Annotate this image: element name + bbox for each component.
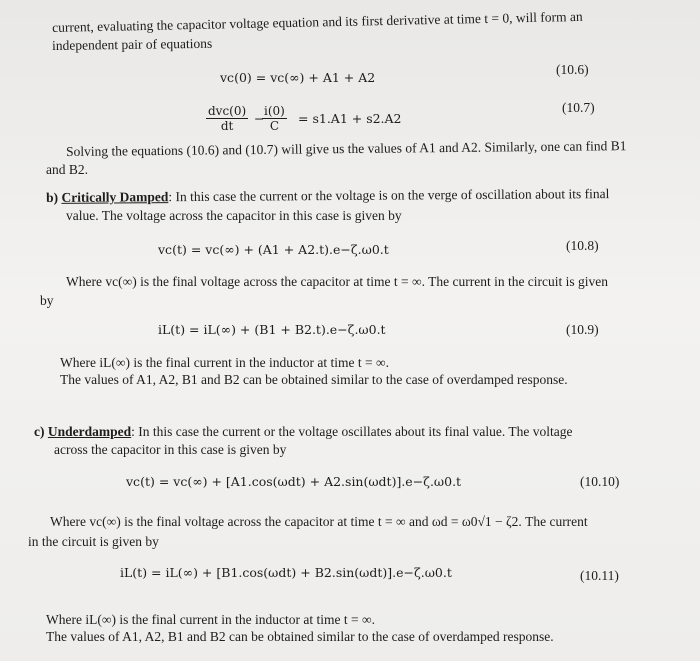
equation-10-11: iL(t) = iL(∞) + [B1.cos(ωdt) + B2.sin(ωdt)].e−ζ.ω0.t bbox=[120, 565, 452, 580]
section-b-by: by bbox=[40, 293, 54, 308]
minus-sign: − bbox=[254, 111, 265, 126]
equation-number-10-10: (10.10) bbox=[580, 474, 620, 489]
section-b-where-1: Where vc(∞) is the final voltage across the capacitor at time t = ∞. The current in the circuit is given bbox=[66, 274, 609, 289]
fraction-i0-c: $\frac{i(0)}{C}$ bbox=[264, 104, 285, 133]
equation-number-10-8: (10.8) bbox=[566, 238, 599, 253]
equation-number-10-9: (10.9) bbox=[566, 322, 599, 337]
section-c-title: Underdamped bbox=[47, 424, 132, 439]
solve-line-1: Solving the equations (10.6) and (10.7) will give us the values of A1 and A2. Similarly, one can find B1 bbox=[66, 138, 627, 159]
section-b-label: b) bbox=[46, 189, 59, 205]
section-c-where-1: Where vc(∞) is the final voltage across the capacitor at time t = ∞ and ωd = ω0√1 − ζ2. The current bbox=[50, 514, 588, 529]
section-c-label: c) bbox=[34, 424, 45, 439]
section-b-title: Critically Damped bbox=[61, 189, 169, 205]
equation-10-8: vc(t) = vc(∞) + (A1 + A2.t).e−ζ.ω0.t bbox=[158, 242, 389, 257]
equation-number-10-7: (10.7) bbox=[562, 100, 595, 115]
section-b-where-2: Where iL(∞) is the final current in the inductor at time t = ∞. bbox=[60, 355, 390, 370]
fraction-dvc-dt: dvc(0) dt bbox=[208, 104, 247, 133]
section-c-heading-line: c) Underdamped: In this case the current or the voltage oscillates about its final value. The voltage bbox=[34, 424, 573, 439]
equation-number-10-11: (10.11) bbox=[580, 568, 619, 583]
section-c-values: The values of A1, A2, B1 and B2 can be obtained similar to the case of overdamped response. bbox=[46, 629, 554, 644]
intro-line-2: independent pair of equations bbox=[52, 35, 213, 53]
section-b-heading-line: b) Critically Damped: In this case the current or the voltage is on the verge of oscillation about its final bbox=[46, 186, 610, 205]
equation-10-7-rhs: = s1.A1 + s2.A2 bbox=[298, 111, 402, 126]
section-c-line-2: across the capacitor in this case is given by bbox=[54, 442, 287, 457]
section-b-values: The values of A1, A2, B1 and B2 can be obtained similar to the case of overdamped response. bbox=[60, 372, 568, 387]
intro-line-1: current, evaluating the capacitor voltage equation and its first derivative at time t = 0, will form an bbox=[52, 8, 583, 35]
section-c-where-2: Where iL(∞) is the final current in the inductor at time t = ∞. bbox=[46, 612, 376, 627]
equation-10-10: vc(t) = vc(∞) + [A1.cos(ωdt) + A2.sin(ωdt)].e−ζ.ω0.t bbox=[126, 474, 462, 489]
equation-number-10-6: (10.6) bbox=[556, 62, 589, 77]
section-b-line-2: value. The voltage across the capacitor in this case is given by bbox=[66, 208, 402, 223]
section-c-where-1b: in the circuit is given by bbox=[28, 534, 159, 549]
solve-line-2: and B2. bbox=[46, 162, 88, 177]
equation-10-6: vc(0) = vc(∞) + A1 + A2 bbox=[220, 70, 376, 85]
equation-10-9: iL(t) = iL(∞) + (B1 + B2.t).e−ζ.ω0.t bbox=[158, 322, 386, 337]
